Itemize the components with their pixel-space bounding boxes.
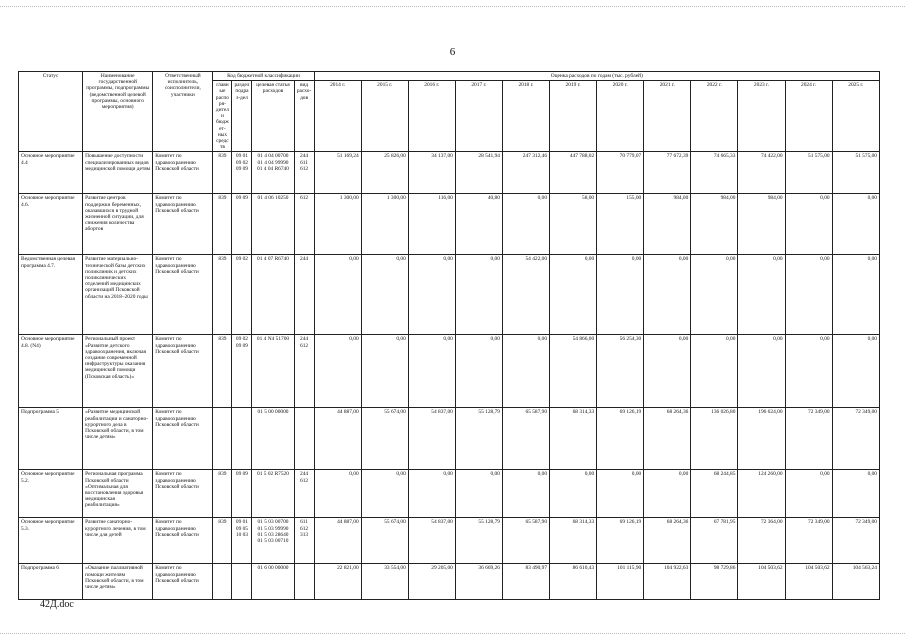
row-type-line: 612 <box>300 195 309 202</box>
row-target <box>252 408 294 470</box>
row-name: Повышение доступности специализированных видов медицинской помощи детям <box>83 152 153 194</box>
row-value: 0,00 <box>597 470 644 518</box>
row-value: 70 779,07 <box>597 152 644 194</box>
row-target-line: 01 5 03 99990 <box>257 525 289 532</box>
row-value: 0,00 <box>455 335 502 408</box>
table-row <box>19 152 880 194</box>
row-value: 0,00 <box>408 470 455 518</box>
header-year: 2015 г. <box>361 81 408 152</box>
row-value: 68 264,36 <box>644 408 691 470</box>
row-value: 51 575,00 <box>785 152 832 194</box>
row-responsible: Комитет по здравоохранению Псковской области <box>153 408 213 470</box>
row-value: 0,00 <box>785 255 832 335</box>
row-name: «Развитие медицинской реабилитации и санаторно-курортного дела в Псковской области, в том числе детям» <box>83 408 153 470</box>
row-value: 54 837,00 <box>408 518 455 564</box>
row-grbs: 839 <box>213 255 232 335</box>
row-value: 0,00 <box>314 335 361 408</box>
row-section <box>232 518 252 564</box>
row-value: 0,00 <box>361 255 408 335</box>
row-type <box>294 255 314 335</box>
row-name: «Оказание паллиативной помощи жителям Псковской области, в том числе детям» <box>83 564 153 600</box>
row-value: 68 314,33 <box>550 408 597 470</box>
row-value: 68 244,85 <box>691 470 738 518</box>
row-type-line: 612 <box>300 165 309 172</box>
row-section <box>232 194 252 255</box>
row-grbs: 839 <box>213 152 232 194</box>
row-value: 0,00 <box>832 470 879 518</box>
row-value: 0,00 <box>691 335 738 408</box>
row-value: 104 503,62 <box>738 564 785 600</box>
row-responsible: Комитет по здравоохранению Псковской области <box>153 152 213 194</box>
table-row <box>19 335 880 408</box>
header-target: целевая статья расходов <box>252 81 294 152</box>
row-value: 72 349,00 <box>832 408 879 470</box>
row-type <box>294 335 314 408</box>
row-value: 0,00 <box>455 255 502 335</box>
row-value: 67 781,95 <box>691 518 738 564</box>
row-value: 0,00 <box>314 470 361 518</box>
row-value: 28 541,94 <box>455 152 502 194</box>
row-section-line: 09 02 <box>235 256 249 263</box>
row-value: 1 300,00 <box>361 194 408 255</box>
row-type-line: 612 <box>300 525 309 532</box>
row-type <box>294 194 314 255</box>
header-year: 2021 г. <box>644 81 691 152</box>
row-value: 104 922,63 <box>644 564 691 600</box>
row-responsible: Комитет по здравоохранению Псковской области <box>153 470 213 518</box>
row-value: 0,00 <box>785 194 832 255</box>
row-value: 51 169,24 <box>314 152 361 194</box>
row-grbs: 839 <box>213 470 232 518</box>
header-year: 2020 г. <box>597 81 644 152</box>
row-section-line: 09 02 <box>235 336 249 343</box>
header-year: 2018 г. <box>502 81 549 152</box>
row-value: 984,00 <box>691 194 738 255</box>
row-section-line: 09 05 <box>235 525 249 532</box>
row-value: 22 821,00 <box>314 564 361 600</box>
row-value: 55 128,79 <box>455 408 502 470</box>
row-value: 69 126,19 <box>597 518 644 564</box>
row-name: Развитие материально-технической базы детских поликлиник и детских поликлинических отделений медицинских организаций Псковской области на 2018–2020 годы <box>83 255 153 335</box>
row-grbs <box>213 564 232 600</box>
table-row <box>19 255 880 335</box>
row-responsible: Комитет по здравоохранению Псковской области <box>153 335 213 408</box>
row-value: 0,00 <box>644 470 691 518</box>
row-value: 69 126,19 <box>597 408 644 470</box>
row-value: 0,00 <box>832 255 879 335</box>
row-value: 0,00 <box>314 255 361 335</box>
table-row <box>19 518 880 564</box>
header-year: 2025 г. <box>832 81 879 152</box>
row-status: Основное мероприятие 4.4 <box>19 152 83 194</box>
row-value: 1 300,00 <box>314 194 361 255</box>
budget-table <box>18 71 880 600</box>
row-section-line: 09 01 <box>235 153 249 160</box>
row-target <box>252 194 294 255</box>
row-target <box>252 518 294 564</box>
row-value: 101 115,90 <box>597 564 644 600</box>
row-value: 65 587,90 <box>502 408 549 470</box>
row-value: 0,00 <box>785 470 832 518</box>
row-section-line: 09 09 <box>235 471 249 478</box>
row-value: 55 128,79 <box>455 518 502 564</box>
row-value: 984,00 <box>738 194 785 255</box>
row-value: 58,00 <box>550 194 597 255</box>
row-value: 196 624,00 <box>738 408 785 470</box>
row-value: 29 205,00 <box>408 564 455 600</box>
row-target-line: 01 4 04 99990 <box>257 159 289 166</box>
row-value: 51 575,00 <box>832 152 879 194</box>
row-value: 55 674,00 <box>361 518 408 564</box>
row-responsible: Комитет по здравоохранению Псковской области <box>153 255 213 335</box>
row-value: 247 312,46 <box>502 152 549 194</box>
row-type-line: 612 <box>300 342 309 349</box>
header-status: Статус <box>19 72 83 152</box>
row-value: 44 887,00 <box>314 408 361 470</box>
row-type-line: 244 <box>300 153 309 160</box>
row-type <box>294 408 314 470</box>
row-responsible: Комитет по здравоохранению Псковской области <box>153 564 213 600</box>
page-number: 6 <box>449 46 456 58</box>
row-type-line: 611 <box>300 159 308 166</box>
row-target-line: 01 5 02 R7520 <box>257 471 289 478</box>
row-type-line: 313 <box>300 531 309 538</box>
table-row <box>19 194 880 255</box>
header-name: Наименование государственной программы, подпрограммы (ведомственной целевой программы, основного мероприятия) <box>83 72 153 152</box>
row-value: 136 026,80 <box>691 408 738 470</box>
row-status: Основное мероприятие 4.6. <box>19 194 83 255</box>
header-row-1 <box>19 72 880 81</box>
row-section <box>232 152 252 194</box>
row-section-line: 09 02 <box>235 159 249 166</box>
row-section-line: 09 09 <box>235 195 249 202</box>
row-value: 0,00 <box>832 194 879 255</box>
row-value: 0,00 <box>455 470 502 518</box>
row-value: 447 788,02 <box>550 152 597 194</box>
row-status: Основное мероприятие 4.8. (N4) <box>19 335 83 408</box>
row-type-line: 244 <box>300 256 309 263</box>
row-value: 33 554,00 <box>361 564 408 600</box>
row-type <box>294 470 314 518</box>
row-target-line: 01 5 00 00000 <box>257 409 289 416</box>
table-body <box>19 152 880 600</box>
row-value: 68 314,33 <box>550 518 597 564</box>
row-value: 0,00 <box>691 255 738 335</box>
footer-filename: 42Д.doc <box>40 599 74 610</box>
row-value: 0,00 <box>832 335 879 408</box>
row-type-line: 612 <box>300 477 309 484</box>
row-section <box>232 335 252 408</box>
row-type <box>294 152 314 194</box>
row-value: 36 669,26 <box>455 564 502 600</box>
header-year: 2023 г. <box>738 81 785 152</box>
row-value: 72 364,00 <box>738 518 785 564</box>
header-year: 2019 г. <box>550 81 597 152</box>
scan-edge-bottom <box>0 633 905 635</box>
row-value: 155,00 <box>597 194 644 255</box>
row-type-line: 611 <box>300 519 308 526</box>
row-value: 104 503,62 <box>785 564 832 600</box>
row-name: Развитие центров поддержки беременных, оказавшихся в трудной жизненной ситуации, для снижения количества абортов <box>83 194 153 255</box>
row-value: 0,00 <box>502 335 549 408</box>
header-section: раздел подраз-дел <box>232 81 252 152</box>
row-value: 0,00 <box>597 255 644 335</box>
row-grbs: 839 <box>213 194 232 255</box>
row-status: Подпрограмма 5 <box>19 408 83 470</box>
row-value: 0,00 <box>408 335 455 408</box>
header-year: 2014 г. <box>314 81 361 152</box>
header-grbs: главные распоря-дители бюджет-ных средств <box>213 81 232 152</box>
row-value: 0,00 <box>644 335 691 408</box>
row-value: 0,00 <box>502 194 549 255</box>
row-section-line: 09 09 <box>235 342 249 349</box>
row-target-line: 01 5 03 00700 <box>257 519 289 526</box>
row-value: 116,00 <box>408 194 455 255</box>
row-value: 0,00 <box>550 470 597 518</box>
row-value: 0,00 <box>738 335 785 408</box>
row-target <box>252 335 294 408</box>
table-row <box>19 564 880 600</box>
row-status: Основное мероприятие 5.2. <box>19 470 83 518</box>
row-value: 72 349,00 <box>785 518 832 564</box>
row-value: 74 422,00 <box>738 152 785 194</box>
row-value: 56 254,30 <box>597 335 644 408</box>
row-type <box>294 564 314 600</box>
row-type-line: 244 <box>300 471 309 478</box>
row-value: 72 349,00 <box>832 518 879 564</box>
row-value: 83 490,97 <box>502 564 549 600</box>
row-responsible: Комитет по здравоохранению Псковской области <box>153 194 213 255</box>
row-section <box>232 255 252 335</box>
row-grbs: 839 <box>213 335 232 408</box>
table-row <box>19 470 880 518</box>
row-status: Ведомственная целевая программа 4.7. <box>19 255 83 335</box>
row-value: 68 264,36 <box>644 518 691 564</box>
row-target-line: 01 4 06 10250 <box>257 195 289 202</box>
header-year: 2017 г. <box>455 81 502 152</box>
row-value: 0,00 <box>785 335 832 408</box>
row-value: 54 422,00 <box>502 255 549 335</box>
row-value: 0,00 <box>408 255 455 335</box>
row-section-line: 09 01 <box>235 519 249 526</box>
header-year: 2024 г. <box>785 81 832 152</box>
row-value: 984,00 <box>644 194 691 255</box>
row-target-line: 01 6 00 00000 <box>257 565 289 572</box>
header-year: 2016 г. <box>408 81 455 152</box>
row-target <box>252 564 294 600</box>
row-grbs <box>213 408 232 470</box>
row-target-line: 01 4 N4 51700 <box>256 336 290 343</box>
row-target <box>252 470 294 518</box>
row-value: 54 837,00 <box>408 408 455 470</box>
row-value: 86 610,43 <box>550 564 597 600</box>
row-section-line: 09 09 <box>235 165 249 172</box>
header-responsible: Ответственный исполнитель, соисполнители, участники <box>153 72 213 152</box>
header-type: вид расхо-дов <box>294 81 314 152</box>
header-year: 2022 г. <box>691 81 738 152</box>
row-value: 104 563,24 <box>832 564 879 600</box>
row-status: Основное мероприятие 5.3. <box>19 518 83 564</box>
row-type <box>294 518 314 564</box>
row-grbs: 839 <box>213 518 232 564</box>
row-status: Подпрограмма 6 <box>19 564 83 600</box>
row-responsible: Комитет по здравоохранению Псковской области <box>153 518 213 564</box>
header-expense-estimate: Оценка расходов по годам (тыс. рублей) <box>314 72 879 81</box>
row-section-line: 10 03 <box>235 531 249 538</box>
row-target-line: 01 5 03 00710 <box>257 538 289 545</box>
header-budget-code: Код бюджетной классификации <box>213 72 314 81</box>
row-value: 54 866,00 <box>550 335 597 408</box>
row-name: Региональный проект «Развитие детского здравоохранения, включая создание современной инфраструктуры оказания медицинской помощи (Псковская область)» <box>83 335 153 408</box>
row-section <box>232 408 252 470</box>
row-value: 44 887,00 <box>314 518 361 564</box>
row-value: 72 349,00 <box>785 408 832 470</box>
row-value: 25 826,00 <box>361 152 408 194</box>
row-target-line: 01 5 03 28640 <box>257 531 289 538</box>
row-value: 98 729,86 <box>691 564 738 600</box>
row-value: 40,80 <box>455 194 502 255</box>
row-type-line: 244 <box>300 336 309 343</box>
scan-edge-top <box>0 6 905 8</box>
row-target-line: 01 4 04 R6740 <box>257 165 289 172</box>
row-value: 55 674,00 <box>361 408 408 470</box>
row-value: 0,00 <box>361 335 408 408</box>
row-value: 65 587,90 <box>502 518 549 564</box>
table-row <box>19 408 880 470</box>
row-target-line: 01 4 04 00700 <box>257 153 289 160</box>
row-section <box>232 470 252 518</box>
row-name: Развитие санаторно-курортного лечения, в том числе для детей <box>83 518 153 564</box>
row-target <box>252 152 294 194</box>
row-value: 0,00 <box>361 470 408 518</box>
row-value: 0,00 <box>738 255 785 335</box>
row-value: 124 260,00 <box>738 470 785 518</box>
row-section <box>232 564 252 600</box>
row-value: 0,00 <box>550 255 597 335</box>
row-value: 77 672,39 <box>644 152 691 194</box>
row-value: 0,00 <box>502 470 549 518</box>
row-value: 34 137,00 <box>408 152 455 194</box>
row-target <box>252 255 294 335</box>
row-value: 0,00 <box>644 255 691 335</box>
row-value: 74 665,33 <box>691 152 738 194</box>
row-name: Региональная программа Псковской области «Оптимальная для восстановления здоровья медицинская реабилитация» <box>83 470 153 518</box>
row-target-line: 01 4 07 R6740 <box>257 256 289 263</box>
